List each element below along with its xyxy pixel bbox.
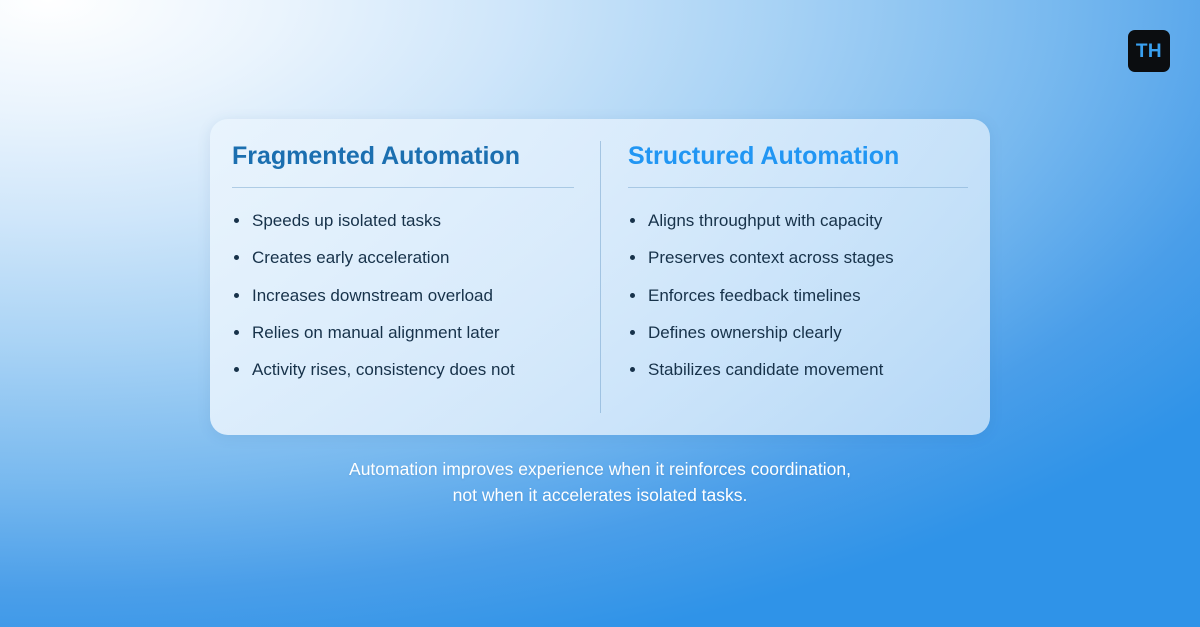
caption-line-1: Automation improves experience when it reinforces coordination, — [349, 459, 851, 479]
slide-caption — [0, 456, 1200, 509]
list-structured-automation — [628, 188, 968, 380]
bullet-icon — [630, 330, 635, 335]
list-item — [232, 285, 574, 306]
list-item-label: Stabilizes candidate movement — [648, 360, 884, 379]
list-item — [232, 322, 574, 343]
column-structured-automation — [600, 141, 990, 413]
list-item-label: Relies on manual alignment later — [252, 322, 500, 342]
list-item — [628, 210, 968, 231]
list-item — [232, 210, 574, 231]
column-title-structured: Structured Automation — [628, 141, 968, 188]
bullet-icon — [234, 330, 239, 335]
list-item-label: Speeds up isolated tasks — [252, 211, 442, 230]
brand-logo-text: TH — [1135, 40, 1163, 62]
list-item — [232, 247, 574, 268]
bullet-icon — [234, 293, 239, 298]
brand-logo-badge — [1128, 30, 1170, 72]
list-item — [628, 322, 968, 343]
list-item — [628, 247, 968, 268]
bullet-icon — [630, 255, 635, 260]
caption-line-2: not when it accelerates isolated tasks. — [452, 485, 748, 506]
list-item-label: Preserves context across stages — [648, 248, 894, 268]
list-item-label: Increases downstream overload — [252, 285, 493, 305]
bullet-icon — [234, 367, 239, 372]
list-item-label: Creates early acceleration — [252, 248, 450, 268]
bullet-icon — [234, 255, 239, 260]
list-item-label: Enforces feedback timelines — [648, 285, 861, 305]
list-item — [628, 285, 968, 306]
bullet-icon — [234, 218, 239, 223]
bullet-icon — [630, 293, 635, 298]
comparison-card — [210, 119, 990, 435]
list-item — [232, 359, 574, 380]
column-title-fragmented: Fragmented Automation — [232, 141, 574, 188]
list-item-label: Defines ownership clearly — [648, 322, 842, 342]
bullet-icon — [630, 367, 635, 372]
list-item-label: Aligns throughput with capacity — [648, 211, 883, 230]
column-fragmented-automation — [210, 141, 600, 413]
list-item — [628, 359, 968, 380]
bullet-icon — [630, 218, 635, 223]
list-item-label: Activity rises, consistency does not — [252, 360, 515, 379]
list-fragmented-automation — [232, 188, 574, 380]
